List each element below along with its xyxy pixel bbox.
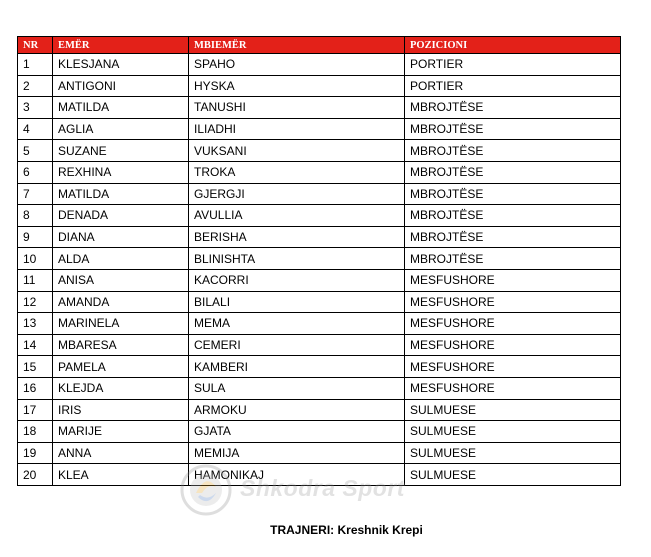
cell-position: MBROJTËSE	[405, 140, 621, 162]
cell-surname: SPAHO	[189, 54, 405, 76]
cell-name: ALDA	[53, 248, 189, 270]
table-row	[18, 399, 621, 421]
cell-position: MESFUSHORE	[405, 356, 621, 378]
cell-surname: VUKSANI	[189, 140, 405, 162]
cell-nr: 12	[18, 291, 53, 313]
cell-surname: BLINISHTA	[189, 248, 405, 270]
cell-position: MBROJTËSE	[405, 118, 621, 140]
cell-surname: HAMONIKAJ	[189, 464, 405, 486]
cell-position: MBROJTËSE	[405, 97, 621, 119]
table-row	[18, 118, 621, 140]
table-row	[18, 248, 621, 270]
cell-name: ANTIGONI	[53, 75, 189, 97]
cell-surname: SULA	[189, 377, 405, 399]
cell-position: SULMUESE	[405, 399, 621, 421]
cell-surname: GJERGJI	[189, 183, 405, 205]
cell-position: MESFUSHORE	[405, 377, 621, 399]
cell-name: KLESJANA	[53, 54, 189, 76]
cell-nr: 18	[18, 421, 53, 443]
cell-nr: 16	[18, 377, 53, 399]
table-row	[18, 183, 621, 205]
cell-surname: ILIADHI	[189, 118, 405, 140]
table-row	[18, 269, 621, 291]
table-row	[18, 226, 621, 248]
cell-name: AMANDA	[53, 291, 189, 313]
cell-name: MARIJE	[53, 421, 189, 443]
cell-nr: 15	[18, 356, 53, 378]
cell-name: SUZANE	[53, 140, 189, 162]
cell-surname: BILALI	[189, 291, 405, 313]
cell-surname: AVULLIA	[189, 205, 405, 227]
cell-position: MESFUSHORE	[405, 269, 621, 291]
table-row	[18, 421, 621, 443]
cell-nr: 3	[18, 97, 53, 119]
cell-position: MESFUSHORE	[405, 291, 621, 313]
table-row	[18, 54, 621, 76]
cell-surname: TROKA	[189, 161, 405, 183]
cell-name: REXHINA	[53, 161, 189, 183]
cell-nr: 1	[18, 54, 53, 76]
cell-nr: 19	[18, 442, 53, 464]
cell-surname: GJATA	[189, 421, 405, 443]
cell-name: AGLIA	[53, 118, 189, 140]
cell-nr: 5	[18, 140, 53, 162]
header-surname: MBIEMËR	[189, 37, 405, 54]
cell-surname: CEMERI	[189, 334, 405, 356]
cell-position: PORTIER	[405, 75, 621, 97]
cell-surname: KACORRI	[189, 269, 405, 291]
table-row	[18, 442, 621, 464]
cell-position: SULMUESE	[405, 442, 621, 464]
table-row	[18, 291, 621, 313]
table-row	[18, 75, 621, 97]
cell-name: MBARESA	[53, 334, 189, 356]
cell-nr: 20	[18, 464, 53, 486]
cell-name: PAMELA	[53, 356, 189, 378]
header-position: POZICIONI	[405, 37, 621, 54]
cell-name: IRIS	[53, 399, 189, 421]
cell-position: MBROJTËSE	[405, 161, 621, 183]
roster-table	[17, 36, 621, 486]
cell-name: MATILDA	[53, 183, 189, 205]
cell-position: SULMUESE	[405, 421, 621, 443]
cell-surname: BERISHA	[189, 226, 405, 248]
table-row	[18, 377, 621, 399]
cell-position: SULMUESE	[405, 464, 621, 486]
cell-nr: 8	[18, 205, 53, 227]
cell-nr: 6	[18, 161, 53, 183]
cell-nr: 10	[18, 248, 53, 270]
cell-nr: 9	[18, 226, 53, 248]
cell-nr: 7	[18, 183, 53, 205]
cell-surname: HYSKA	[189, 75, 405, 97]
cell-name: ANISA	[53, 269, 189, 291]
cell-position: MBROJTËSE	[405, 226, 621, 248]
cell-name: KLEJDA	[53, 377, 189, 399]
header-name: EMËR	[53, 37, 189, 54]
cell-name: MATILDA	[53, 97, 189, 119]
table-row	[18, 161, 621, 183]
table-row	[18, 356, 621, 378]
cell-nr: 2	[18, 75, 53, 97]
cell-surname: MEMIJA	[189, 442, 405, 464]
cell-name: KLEA	[53, 464, 189, 486]
header-nr: NR	[18, 37, 53, 54]
cell-nr: 14	[18, 334, 53, 356]
cell-surname: ARMOKU	[189, 399, 405, 421]
cell-name: MARINELA	[53, 313, 189, 335]
cell-name: ANNA	[53, 442, 189, 464]
table-header-row	[18, 37, 621, 54]
cell-surname: KAMBERI	[189, 356, 405, 378]
cell-surname: TANUSHI	[189, 97, 405, 119]
table-row	[18, 313, 621, 335]
cell-position: MBROJTËSE	[405, 248, 621, 270]
table-row	[18, 464, 621, 486]
watermark-text: Shkodra Sport	[240, 475, 405, 501]
cell-name: DENADA	[53, 205, 189, 227]
table-row	[18, 334, 621, 356]
cell-position: MBROJTËSE	[405, 205, 621, 227]
cell-surname: MEMA	[189, 313, 405, 335]
cell-nr: 17	[18, 399, 53, 421]
table-row	[18, 97, 621, 119]
cell-position: PORTIER	[405, 54, 621, 76]
table-row	[18, 205, 621, 227]
cell-nr: 11	[18, 269, 53, 291]
coach-line: TRAJNERI: Kreshnik Krepi	[270, 523, 423, 537]
cell-nr: 13	[18, 313, 53, 335]
cell-position: MBROJTËSE	[405, 183, 621, 205]
table-row	[18, 140, 621, 162]
cell-position: MESFUSHORE	[405, 334, 621, 356]
cell-position: MESFUSHORE	[405, 313, 621, 335]
cell-name: DIANA	[53, 226, 189, 248]
cell-nr: 4	[18, 118, 53, 140]
